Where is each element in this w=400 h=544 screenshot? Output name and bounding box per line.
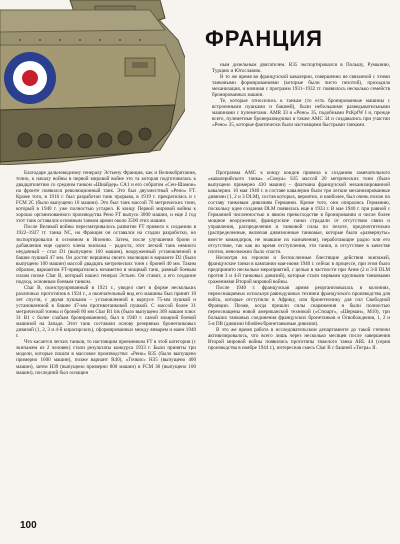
paragraph: В то же время во французской кавалерии, совершенно не связанной с этими танковыми формированиями (которые были чисто пехотой), проходила механизация, и начиная с программ 1931–1932 гг. появилось несколько семейств бронированных машин. — [212, 74, 390, 99]
left-column — [16, 170, 196, 520]
paragraph: ным дизельным двигателем. R35 экспортировался в Польшу, Румынию, Турцию и Югославию. — [212, 62, 390, 75]
paragraph: Char B, сконструированный в 1921 г., увидел свет в форме нескольких различных прототипов в 1924 г., а окончательный вид его машины был принят 10 лет спустя, с двумя пушками – установленной в корпусе 75-мм пушкой и установленной в башне 47-мм противотанковой пушкой. С массой более 31 метрической тонны и броней 60 мм Char B1 bis (было выпущено 369 машин плюс 31 В1 с более слабым бронированием), был в 1940 г. самой мощной боевой машиной на Западе. Этот танк составлял основу резервных бронетанковых дивизий (1, 2, 3 и 4-й кирасирских), сформированных между январем и маем 1940 г. — [16, 284, 196, 340]
paragraph: В это же время работа в исследовательском департаменте до такой степени активизировалось, что всего лишь через несколько месяцев после завершения Второй мировой войны появились прототипы тяжелого танка ARL 44 (серия производства в ноябре 1944 г.), интересная смесь Char B с башней «Тигра» II. — [208, 327, 390, 352]
paragraph: После 1940 г. французская армия реорганизовалась в колониях, переоснащаемых используя равнодушных техники французского производства для войск, которые отступили в Африку, или бронетехнику для сил Свободной Франции. Позже, когда пришли силы снаряжения и были полностью переоснащены новой американской техникой («Стюарт», «Шерман», M10), три больших танковых соединения французских бронетанков и Освобождения, 1, 2 и 5-я DB (дивизии blindées/бронетанковые дивизии). — [208, 284, 390, 328]
tank-illustration — [0, 0, 200, 165]
paragraph: Благодаря дальновидному генералу Эстьену Франция, как и Великобритания, точно, к началу войны в первой мировой войне это та которая подготовилась к двадцатилетию со средним танком «Шнайдер» СА1 и его собратом «Сен-Шамон» на фронте появился революционный танк. Это был двухместный «Рено» FT. Кроме того, в 1916 г. был разработан танк прорыва, в 1919 г. прекратилась и с FCM 2C (было выпущено 10 машин). Это был танк массой 70 метрических тонн, который в 1940 г. уже полностью устарел. К концу Первой мировой войны к хорошо организованного производства Рено FT выпуск 3000 машин, и еще 2 год этот танк оставался основным танком армии около 3500 этих машин. — [16, 170, 196, 225]
french-roundel-icon — [4, 52, 56, 104]
tank-drawing — [0, 0, 200, 165]
page-number: 100 — [20, 520, 37, 531]
paragraph: Программа AMC к концу кондов привела к созданию замечательного «кавалерийского танка» «Сомуа» S35 массой 20 метрических тонн (было выпущено примерно 430 машин) – флагмана французской механизированной кавалерии. 10 мая 1940 г. в составе кавалерии были три легкие механизированные дивизии (1, 2 и 3 DLM), состав которых, вероятно, и наиболее, был очень похож по составу танковым дивизиям Германии. Кроме того, они опирались Германию, поскольку идея создания DLM появилась еще в 1933 г. В мае 1940 г. при равной с Германией численностью и явном превосходстве в бронировании и числе более мощное вооружения, французские танки страдали от отсутствия связи и управления, распределения и танковой силы по пехоте, предпочтительно (распределенные, включая дивизионные танковые, которые были «развернуты» вместе командиров, не знавшие их назначения), неработающие радио или его отсутствие, так как во время отступления, эти танки, в отсутствие в качестве плотно, невозможно было спасти. — [208, 170, 390, 255]
paragraph: Что касается легких танков, то настоящим преемником FT в этой категории (с экипажем из 2 человек) стали результаты конкурса 1933 г. Были приняты три модели, которые пошли в массовое производство: «Рено» R35 (было выпущено примерно 1600 машин), позже вариант R40), «Гочкис» H35 (выпущено 400 машин), затем H39 (выпущено примерно 800 машин) и FCM 36 (выпущено 100 машин), последний был оснащен — [16, 339, 196, 376]
paragraph: Те, которые относились к танкам (то есть бронированные машины с встроенными пушками и башней), были небольшими разведывательными машинами с пулеметами. AMR 33 и «Рено» 35, подобными PzKpfW I и, прежде всего, пулеметные бронеразведчики и также AMC 34 и создавались при участии «Рено» 35, которые фактически были настоящими быстрыми танками. — [212, 98, 390, 129]
page-title: ФРАНЦИЯ — [205, 26, 323, 51]
right-top-column — [212, 62, 390, 162]
right-column — [208, 170, 390, 520]
paragraph: Несмотря на героизм и бесчисленные блестящие действия экипажей, французские танки в кампании мая-июня 1940 г. сейчас в процессе, при этом было предпринято несколько мероприятий, с целью в частности при Анне (2 и 3-й DLM против 3 и 4-й танковых дивизий), которые стали первыми крупными танковыми сражениями Второй мировой войны. — [208, 254, 390, 285]
paragraph: После Великой войны пересматривалось развитие FT привело к созданию в 1922–1927 гг. танка NC, но Франция он оставался на стадии разработки, но экспортировался в основном в Японию. Затем, после улучшения брони и добавления еще одного члена экипажа – радиста, этот легкий танк немного неудачный – стал D1 (выпущено 160 машин), вооруженный установленной в башне пушкой 47 мм. Он достиг вершины своего эволюции в варианте D2 (было выпущено 100 машин) массой двадцать метрических тонн с броней 40 мм. Таким образом, вариантом FT-превратились незаметно в мощный танк, равный боевым силам позже Char B, который нашел генерал Эстьен. Он ставит, а его создание подход, основным боевым танком. — [16, 224, 196, 285]
